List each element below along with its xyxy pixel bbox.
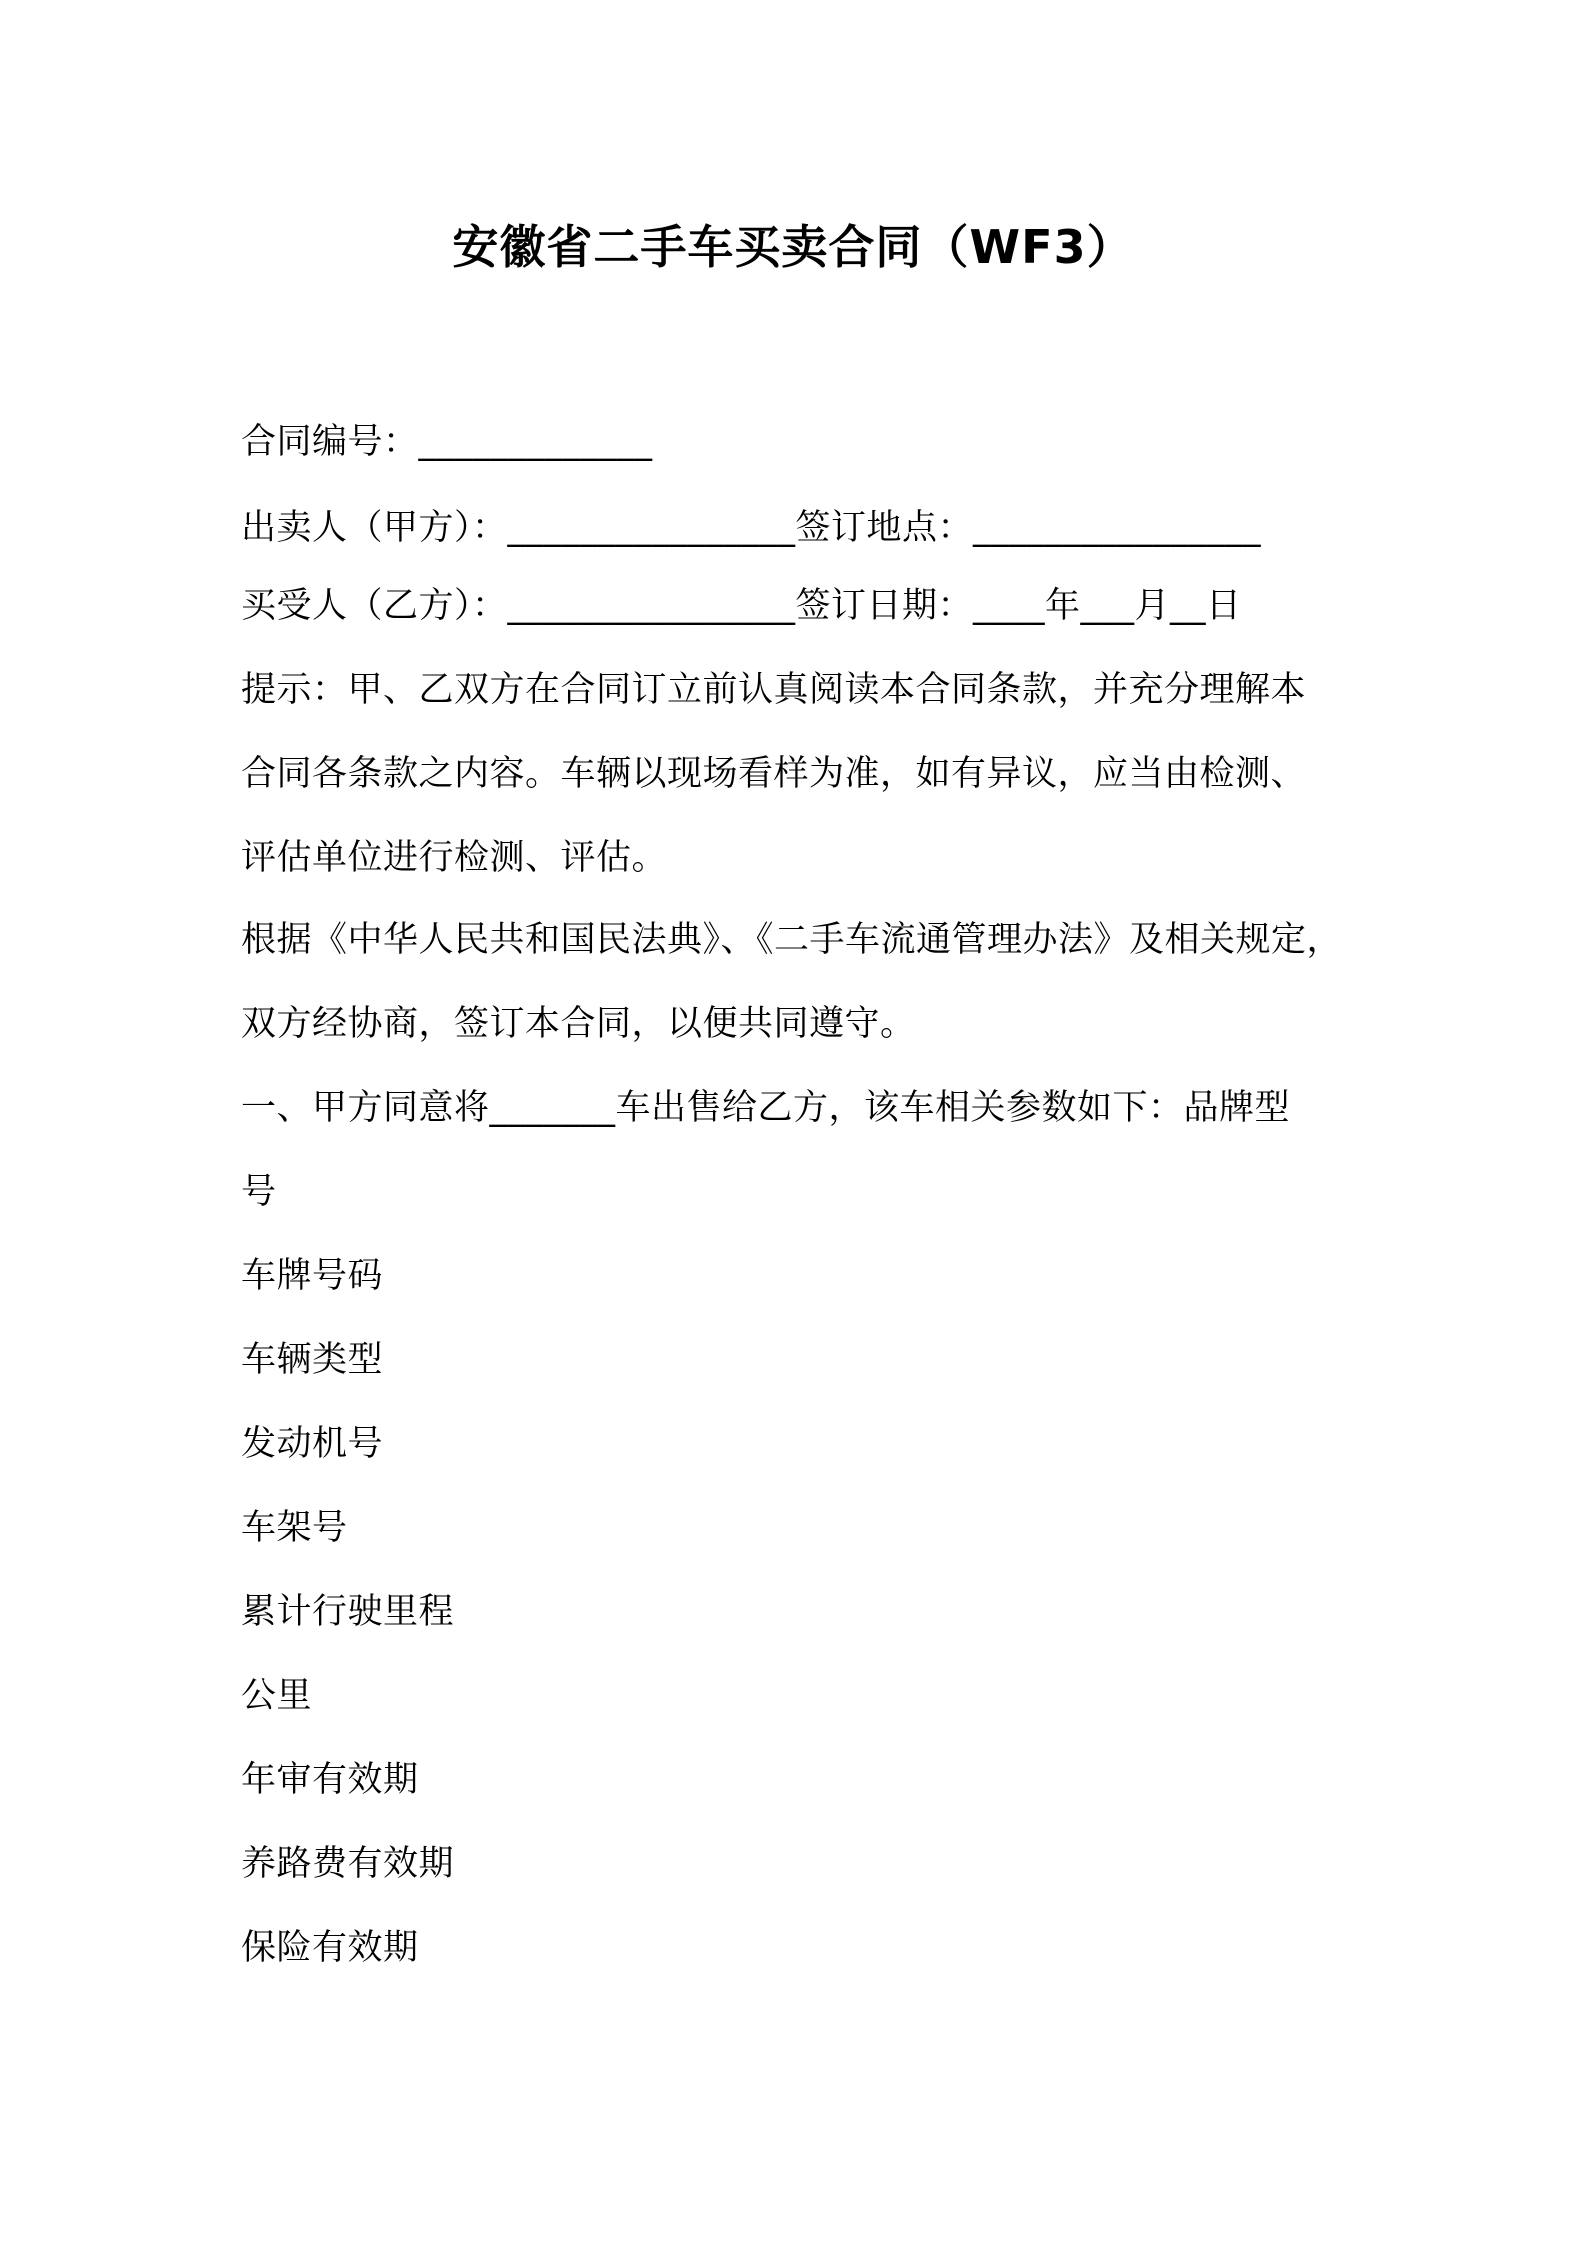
contract-number-line: 合同编号：_____________ bbox=[241, 422, 653, 462]
field-vehicle-type: 车辆类型 bbox=[241, 1340, 384, 1380]
notice-line-1: 提示：甲、乙双方在合同订立前认真阅读本合同条款，并充分理解本 bbox=[241, 670, 1307, 710]
field-road-fee: 养路费有效期 bbox=[241, 1844, 455, 1884]
notice-line-2: 合同各条款之内容。车辆以现场看样为准，如有异议，应当由检测、 bbox=[241, 754, 1307, 794]
field-frame-number: 车架号 bbox=[241, 1508, 348, 1548]
clause-one-line-2: 号 bbox=[241, 1172, 277, 1212]
field-engine-number: 发动机号 bbox=[241, 1424, 384, 1464]
basis-line-2: 双方经协商，签订本合同，以便共同遵守。 bbox=[241, 1004, 916, 1044]
clause-one-line-1: 一、甲方同意将_______车出售给乙方，该车相关参数如下：品牌型 bbox=[241, 1088, 1291, 1128]
field-mileage: 累计行驶里程 bbox=[241, 1592, 455, 1632]
notice-line-3: 评估单位进行检测、评估。 bbox=[241, 838, 668, 878]
seller-line: 出卖人（甲方）：________________签订地点：________________ bbox=[241, 508, 1262, 548]
field-annual-inspection: 年审有效期 bbox=[241, 1760, 419, 1800]
buyer-line: 买受人（乙方）：________________签订日期：____年___月__日 bbox=[241, 586, 1242, 626]
field-insurance: 保险有效期 bbox=[241, 1928, 419, 1968]
document-title: 安徽省二手车买卖合同（WF3） bbox=[452, 220, 1134, 274]
field-plate-number: 车牌号码 bbox=[241, 1256, 384, 1296]
basis-line-1: 根据《中华人民共和国民法典》、《二手车流通管理办法》及相关规定， bbox=[241, 920, 1343, 960]
field-kilometers: 公里 bbox=[241, 1676, 313, 1716]
